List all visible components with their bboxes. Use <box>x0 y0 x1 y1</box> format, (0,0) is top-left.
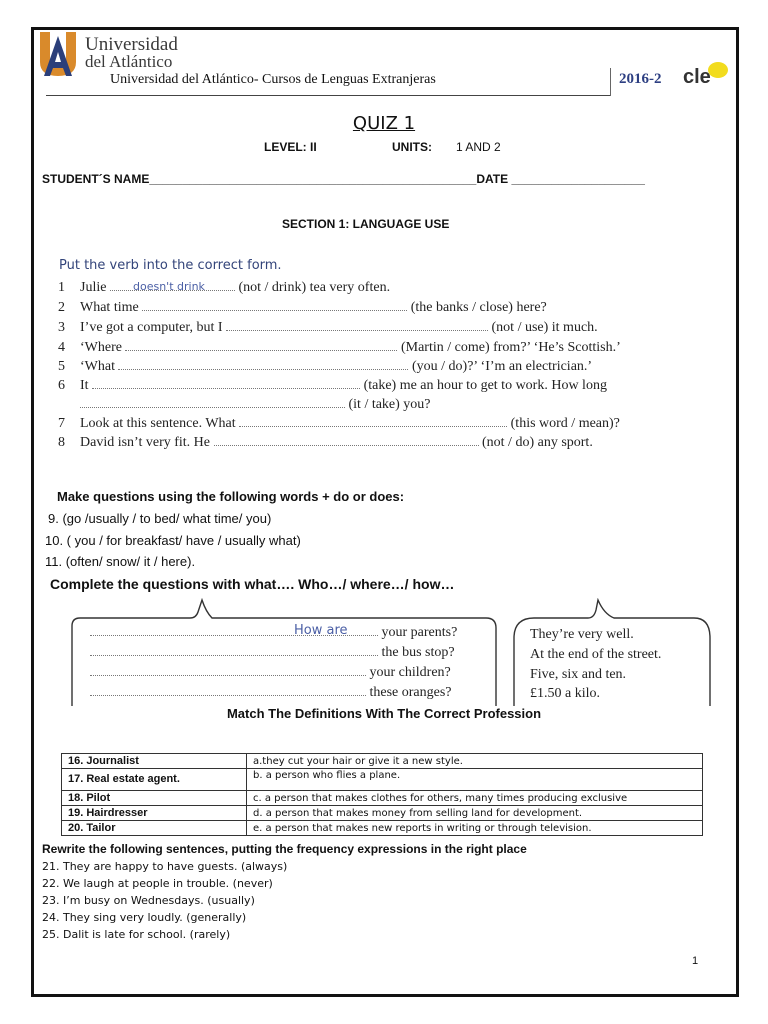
exercise-item <box>58 359 592 375</box>
table-row <box>62 754 703 769</box>
item-after: (you / do)?’ ‘I’m an electrician.’ <box>411 359 593 374</box>
table-row <box>62 769 703 791</box>
item-number: 3 <box>58 320 65 335</box>
profession-table <box>61 753 703 836</box>
university-name <box>85 36 178 70</box>
profession-cell: 16. Journalist <box>62 754 247 769</box>
profession-cell: 19. Hairdresser <box>62 806 247 821</box>
item-after: (this word / mean)? <box>510 416 620 431</box>
header-subtitle: Universidad del Atlántico- Cursos de Lenguas Extranjeras <box>110 72 436 87</box>
profession-cell: 17. Real estate agent. <box>62 769 247 791</box>
item-before: What time <box>80 300 139 315</box>
exercise-item <box>58 340 621 356</box>
term-label: 2016-2 <box>619 71 662 87</box>
bubble-answer: £1.50 a kilo. <box>530 686 600 701</box>
answer-blank[interactable] <box>90 645 378 656</box>
definition-cell: e. a person that makes new reports in writing or through television. <box>247 821 703 836</box>
units-value: 1 AND 2 <box>456 140 501 154</box>
complete-prompt <box>90 685 452 701</box>
exercise-item <box>58 280 390 296</box>
item-after: (take) me an hour to get to work. How long <box>363 378 607 393</box>
exercise-item <box>58 378 607 394</box>
profession-cell: 20. Tailor <box>62 821 247 836</box>
complete-prompt <box>90 645 455 661</box>
units-label: UNITS: <box>392 140 432 154</box>
prompt-text: these oranges? <box>369 685 452 700</box>
exercise-item <box>58 320 598 336</box>
question-item: 10. ( you / for breakfast/ have / usually what) <box>45 533 301 548</box>
item-number: 8 <box>58 435 65 450</box>
table-row <box>62 821 703 836</box>
complete-prompt <box>90 665 451 681</box>
answer-blank[interactable] <box>226 320 488 331</box>
complete-prompt <box>90 625 457 641</box>
complete-heading: Complete the questions with what…. Who…/ where…/ how… <box>50 576 455 592</box>
item-before: I’ve got a computer, but I <box>80 320 223 335</box>
item-after: (not / drink) tea very often. <box>238 280 391 295</box>
item-after: (not / use) it much. <box>491 320 598 335</box>
answer-blank[interactable] <box>142 300 407 311</box>
section-title: SECTION 1: LANGUAGE USE <box>282 217 450 231</box>
definition-cell: a.they cut your hair or give it a new style. <box>247 754 703 769</box>
rewrite-heading: Rewrite the following sentences, putting the frequency expressions in the right place <box>42 842 527 856</box>
item-before: ‘Where <box>80 340 122 355</box>
item-after: (not / do) any sport. <box>482 435 593 450</box>
item-number: 2 <box>58 300 65 315</box>
answer-blank[interactable] <box>125 340 397 351</box>
table-row <box>62 791 703 806</box>
rewrite-item: 22. We laugh at people in trouble. (never) <box>42 877 273 890</box>
answer-blank[interactable] <box>90 685 366 696</box>
handwritten-answer: How are <box>294 623 348 638</box>
level-label: LEVEL: II <box>264 140 317 154</box>
rewrite-item: 25. Dalit is late for school. (rarely) <box>42 928 231 941</box>
exercise-item <box>58 300 547 316</box>
prompt-text: the bus stop? <box>381 645 455 660</box>
page-number: 1 <box>692 955 699 967</box>
brand-dot <box>708 62 728 78</box>
definition-cell: d. a person that makes money from selling land for development. <box>247 806 703 821</box>
header-divider <box>46 95 611 96</box>
university-logo <box>36 30 82 78</box>
exercise-instruction: Put the verb into the correct form. <box>59 258 282 273</box>
answer-blank[interactable] <box>214 435 479 446</box>
rewrite-item: 21. They are happy to have guests. (always) <box>42 860 288 873</box>
item-after: (Martin / come) from?’ ‘He’s Scottish.’ <box>400 340 621 355</box>
bubble-answer: At the end of the street. <box>530 647 662 662</box>
item-before: Look at this sentence. What <box>80 416 236 431</box>
brand-logo: cle <box>683 66 711 88</box>
table-row <box>62 806 703 821</box>
student-name-date-line: STUDENT´S NAME_________________________________________________DATE ____________________ <box>42 172 645 186</box>
item-number: 5 <box>58 359 65 374</box>
item-before: David isn’t very fit. He <box>80 435 210 450</box>
item-after: (the banks / close) here? <box>410 300 547 315</box>
match-title: Match The Definitions With The Correct Profession <box>226 706 542 721</box>
exercise-item <box>58 397 431 413</box>
rewrite-item: 23. I’m busy on Wednesdays. (usually) <box>42 894 255 907</box>
prompt-text: your children? <box>369 665 451 680</box>
item-number: 1 <box>58 280 65 295</box>
handwritten-answer: doesn't drink <box>133 280 205 293</box>
item-before: ‘What <box>80 359 115 374</box>
answer-blank[interactable] <box>239 416 507 427</box>
item-before: Julie <box>80 280 107 295</box>
questions-heading: Make questions using the following words + do or does: <box>57 489 405 504</box>
quiz-title: QUIZ 1 <box>352 113 416 134</box>
answer-blank[interactable] <box>118 359 408 370</box>
definition-cell: c. a person that makes clothes for others, many times producing exclusive <box>247 791 703 806</box>
question-item: 9. (go /usually / to bed/ what time/ you) <box>48 511 272 526</box>
prompt-text: your parents? <box>381 625 458 640</box>
profession-cell: 18. Pilot <box>62 791 247 806</box>
bubble-answer: Five, six and ten. <box>530 667 627 682</box>
item-number: 7 <box>58 416 65 431</box>
question-item: 11. (often/ snow/ it / here). <box>45 554 196 569</box>
item-number: 4 <box>58 340 65 355</box>
item-before: It <box>80 378 89 393</box>
university-name-line2: del Atlántico <box>85 52 173 71</box>
answer-blank[interactable] <box>90 665 366 676</box>
exercise-item <box>58 435 593 451</box>
header-vertical-divider <box>610 68 611 96</box>
answer-blank[interactable] <box>92 378 360 389</box>
item-number: 6 <box>58 378 65 393</box>
university-name-line1: Universidad <box>85 34 178 55</box>
answer-blank[interactable] <box>80 397 345 408</box>
bubble-answer: They’re very well. <box>530 627 634 642</box>
definition-cell: b. a person who flies a plane. <box>247 769 703 791</box>
rewrite-item: 24. They sing very loudly. (generally) <box>42 911 247 924</box>
exercise-item <box>58 416 620 432</box>
item-after: (it / take) you? <box>348 397 431 412</box>
